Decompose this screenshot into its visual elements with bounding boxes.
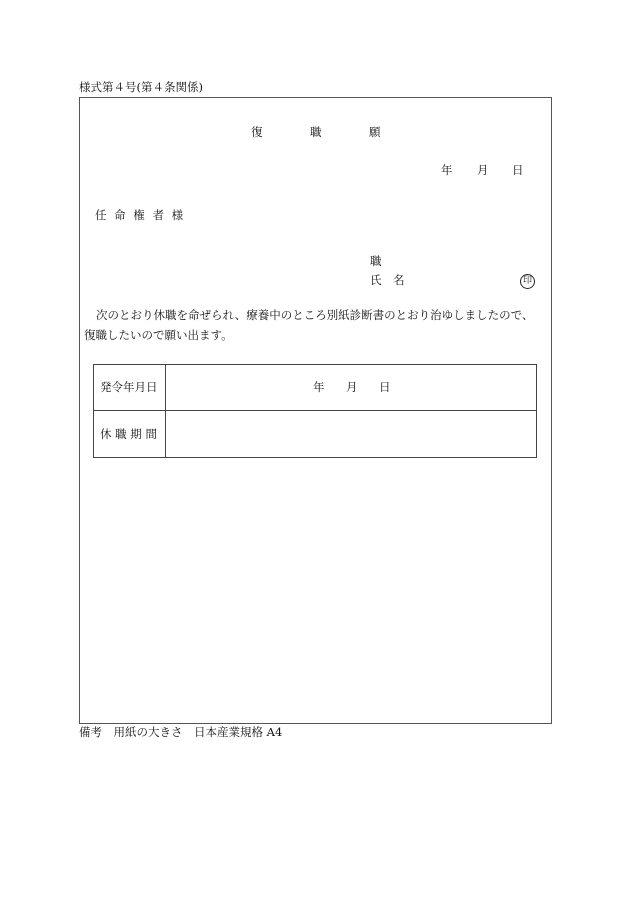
date-year: 年	[441, 163, 453, 177]
name-label: 氏 名	[370, 273, 405, 287]
info-table	[93, 364, 537, 458]
title-char: 願	[369, 125, 381, 139]
form-number: 様式第４号(第４条関係)	[79, 80, 203, 94]
date-day: 日	[512, 163, 524, 177]
table-label-issue-date: 発令年月日	[100, 380, 158, 394]
table-label-leave-period: 休 職 期 間	[100, 427, 157, 441]
body-line-1: 次のとおり休職を命ぜられ、療養中のところ別紙診断書のとおり治ゆしましたので、	[96, 308, 534, 322]
table-divider	[165, 365, 166, 457]
title-char: 職	[310, 125, 322, 139]
date-month: 月	[477, 163, 489, 177]
footer-note: 備考 用紙の大きさ 日本産業規格 A4	[79, 725, 283, 739]
body-line-2: 復職したいので願い出ます。	[84, 328, 233, 342]
issue-date-day: 日	[379, 380, 391, 394]
seal-mark: 印	[520, 274, 535, 289]
position-label: 職	[370, 254, 382, 268]
issue-date-month: 月	[346, 380, 358, 394]
title-char: 復	[251, 125, 263, 139]
issue-date-year: 年	[313, 380, 325, 394]
addressee: 任 命 権 者 様	[95, 208, 184, 222]
table-divider	[94, 410, 536, 411]
